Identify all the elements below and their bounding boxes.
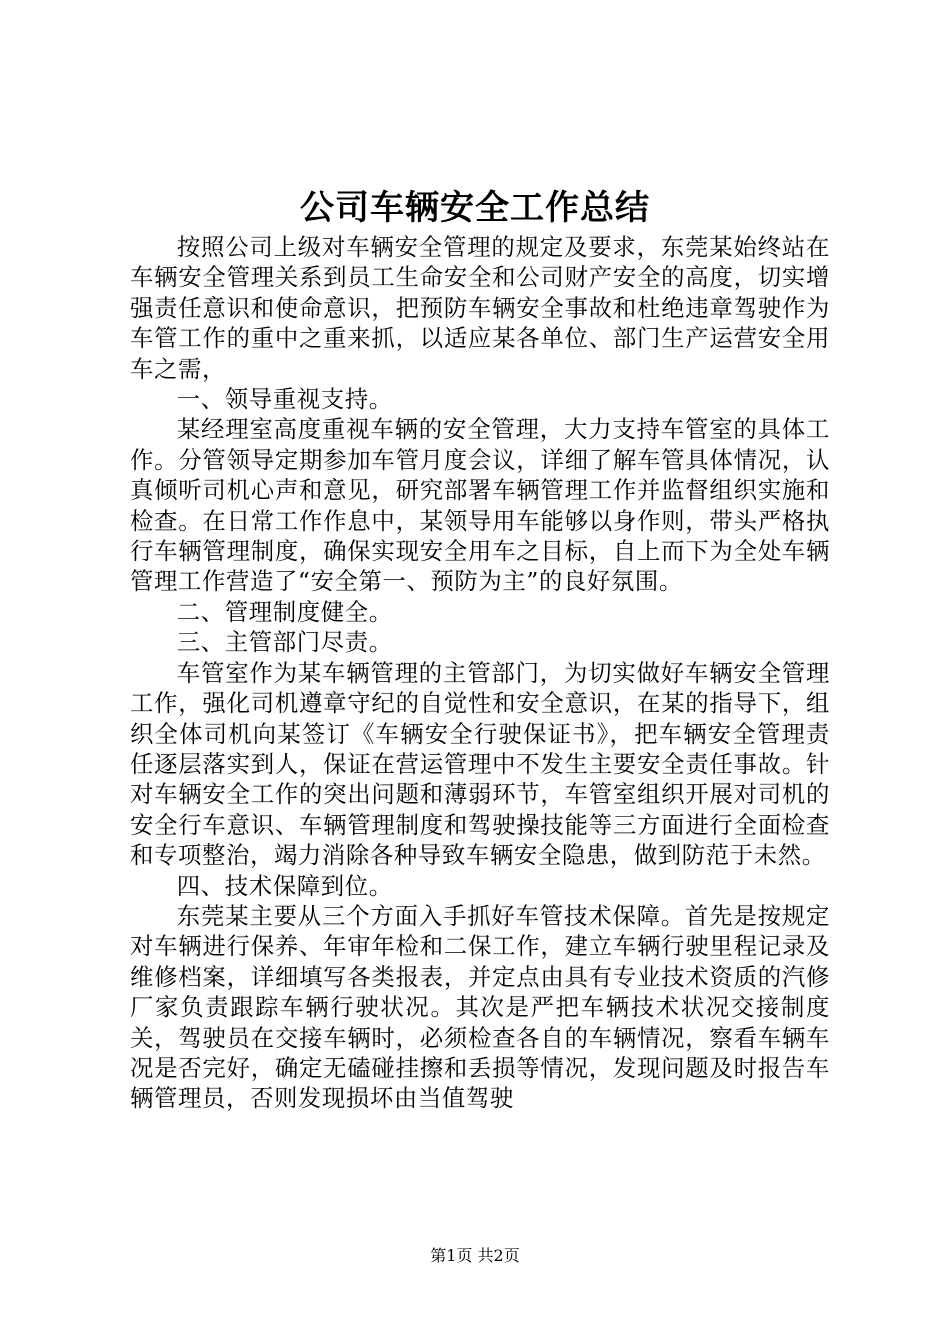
paragraph-section-1: 某经理室高度重视车辆的安全管理，大力支持车管室的具体工作。分管领导定期参加车管月度会议，详细了解车管具体情况，认真倾听司机心声和意见，研究部署车辆管理工作并监督组织实施和检查。在日常工作作息中，某领导用车能够以身作则，带头严格执行车辆管理制度，确保实现安全用车之目标，自上而下为全处车辆管理工作营造了“安全第一、预防为主”的良好氛围。 <box>130 415 830 596</box>
paragraph-intro: 按照公司上级对车辆安全管理的规定及要求，东莞某始终站在车辆安全管理关系到员工生命安全和公司财产安全的高度，切实增强责任意识和使命意识，把预防车辆安全事故和杜绝违章驾驶作为车管工作的重中之重来抓，以适应某各单位、部门生产运营安全用车之需， <box>130 233 830 383</box>
page-footer: 第1页 共2页 <box>430 1246 520 1265</box>
section-heading-1: 一、领导重视支持。 <box>176 385 393 414</box>
section-heading-3: 三、主管部门尽责。 <box>176 628 393 657</box>
paragraph-section-4: 东莞某主要从三个方面入手抓好车管技术保障。首先是按规定对车辆进行保养、年审年检和二保工作，建立车辆行驶里程记录及维修档案，详细填写各类报表，并定点由具有专业技术资质的汽修厂家负责跟踪车辆行驶状况。其次是严把车辆技术状况交接制度关，驾驶员在交接车辆时，必须检查各自的车辆情况，察看车辆车况是否完好，确定无磕碰挂擦和丢损等情况，发现问题及时报告车辆管理员，否则发现损坏由当值驾驶 <box>130 901 830 1113</box>
section-heading-4: 四、技术保障到位。 <box>176 871 393 900</box>
document-title: 公司车辆安全工作总结 <box>300 188 650 228</box>
document-body <box>130 232 830 1114</box>
section-heading-2: 二、管理制度健全。 <box>176 597 393 626</box>
paragraph-section-3: 车管室作为某车辆管理的主管部门，为切实做好车辆安全管理工作，强化司机遵章守纪的自觉性和安全意识，在某的指导下，组织全体司机向某签订《车辆安全行驶保证书》，把车辆安全管理责任逐层落实到人，保证在营运管理中不发生主要安全责任事故。针对车辆安全工作的突出问题和薄弱环节，车管室组织开展对司机的安全行车意识、车辆管理制度和驾驶操技能等三方面进行全面检查和专项整治，竭力消除各种导致车辆安全隐患，做到防范于未然。 <box>130 658 830 870</box>
